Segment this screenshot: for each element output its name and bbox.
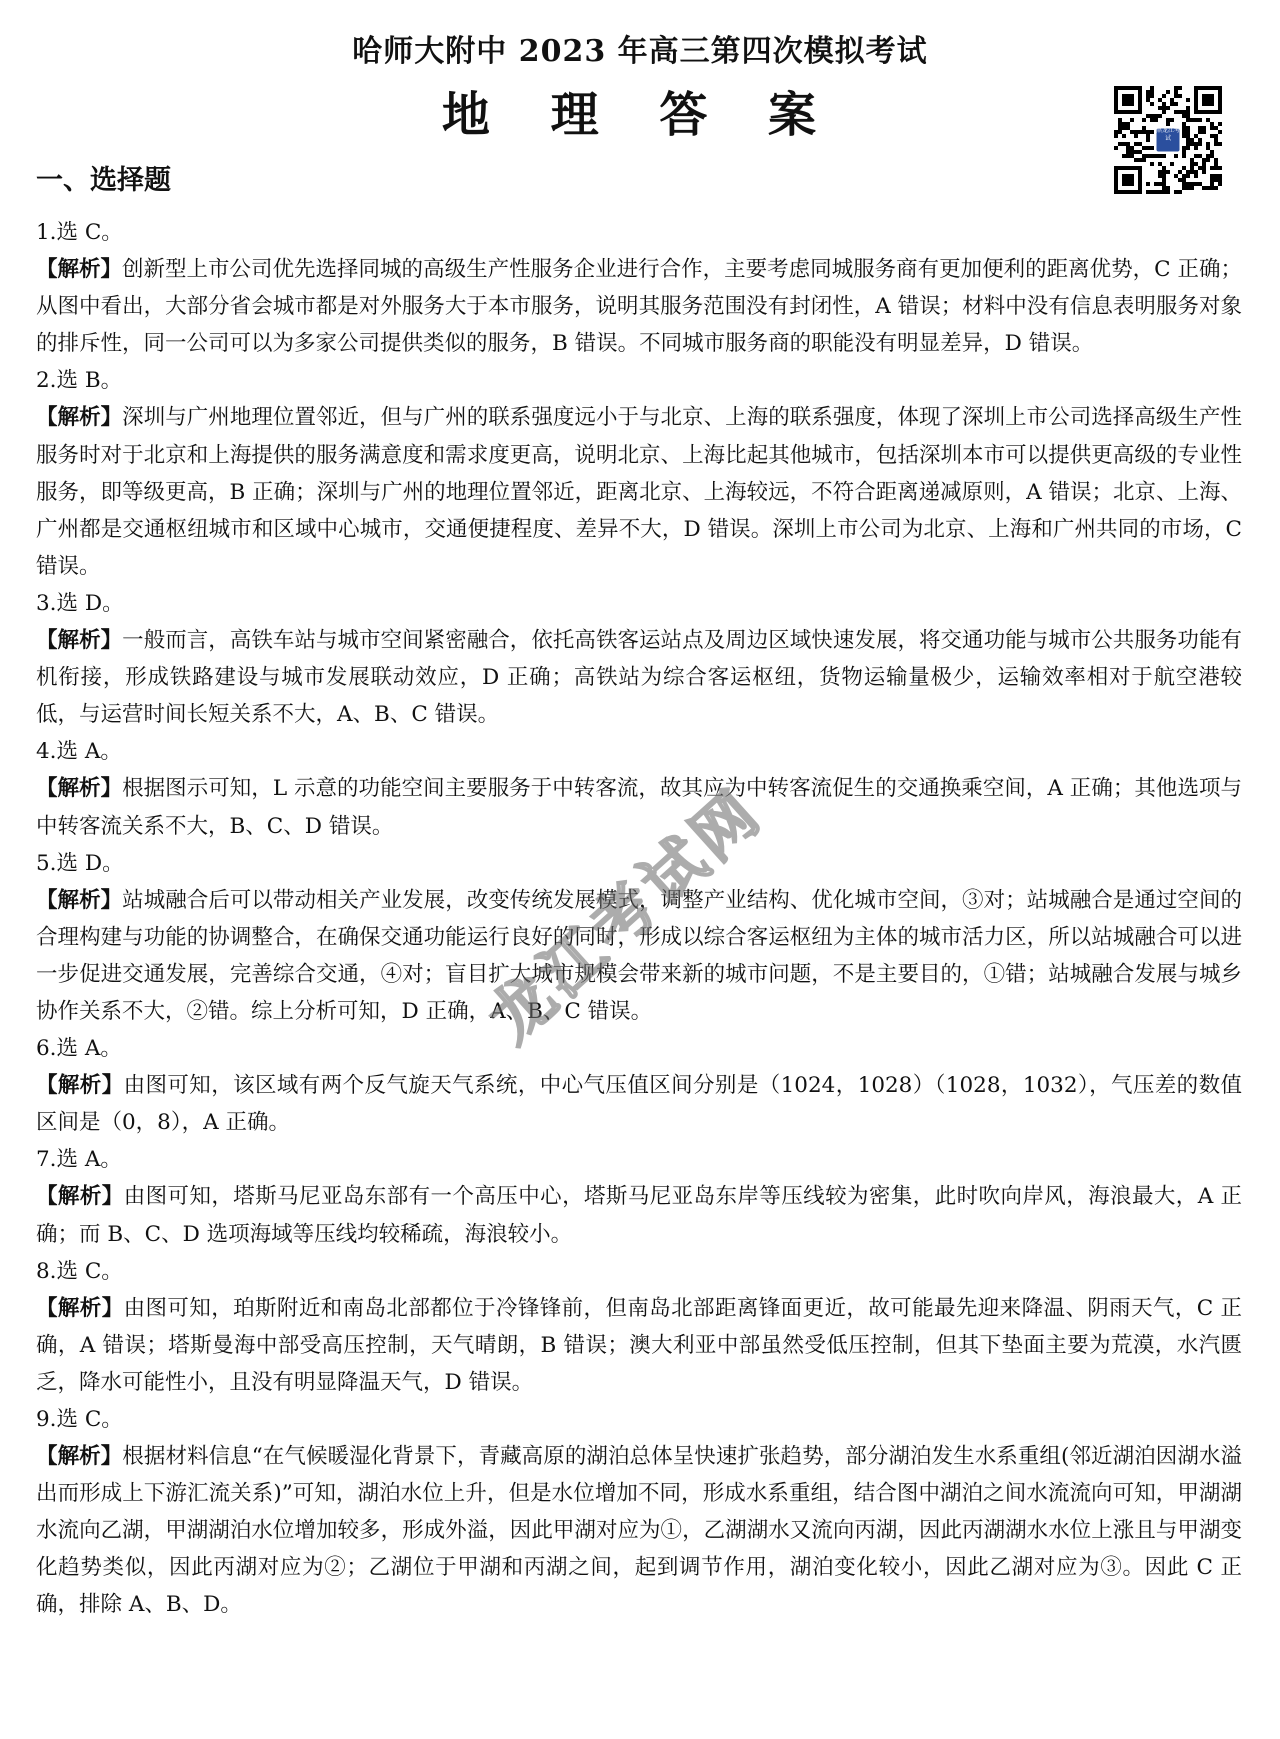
answer-choice: 5.选 D。 [36, 850, 124, 876]
watermark-text: 龙江考试网 [474, 774, 777, 1057]
explanation-text: 站城融合后可以带动相关产业发展，改变传统发展模式，调整产业结构、优化城市空间，③对；站城融合是通过空间的合理构建与功能的协调整合，在确保交通功能运行良好的同时，形成以综合客运枢纽为主体的城市活力区，所以站城融合可以进一步促进交通发展，完善综合交通，④对；盲目扩大城市规模会带来新的城市问题，不是主要目的，①错；站城融合发展与城乡协作关系不大，②错。综上分析可知，D 正确，A、B、C 错误。 [36, 887, 1242, 1024]
explanation-text: 根据材料信息“在气候暖湿化背景下，青藏高原的湖泊总体呈快速扩张趋势，部分湖泊发生水系重组(邻近湖泊因湖水溢出而形成上下游汇流关系)”可知，湖泊水位上升，但是水位增加不同，形成水系重组，结合图中湖泊之间水流流向可知，甲湖湖水流向乙湖，甲湖湖泊水位增加较多，形成外溢，因此甲湖对应为①，乙湖湖水又流向丙湖，因此丙湖湖水水位上涨且与甲湖变化趋势类似，因此丙湖对应为②；乙湖位于甲湖和丙湖之间，起到调节作用，湖泊变化较小，因此乙湖对应为③。因此 C 正确，排除 A、B、D。 [36, 1444, 1242, 1618]
explanation-tag: 【解析】 [36, 1073, 124, 1099]
answer-list [36, 214, 1242, 1624]
explanation-tag: 【解析】 [36, 887, 123, 913]
explanation-text: 由图可知，该区域有两个反气旋天气系统，中心气压值区间分别是（1024，1028）（1028，1032），气压差的数值区间是（0，8），A 正确。 [36, 1073, 1242, 1136]
qr-badge-label: 黑龙江考试 [1155, 127, 1180, 142]
answer-explanation [36, 1438, 1242, 1623]
answer-choice: 2.选 B。 [36, 368, 123, 394]
explanation-text: 创新型上市公司优先选择同城的高级生产性服务企业进行合作，主要考虑同城服务商有更加便利的距离优势，C 正确；从图中看出，大部分省会城市都是对外服务大于本市服务，说明其服务范围没有封闭性，A 错误；材料中没有信息表明服务对象的排斥性，同一公司可以为多家公司提供类似的服务，B 错误。不同城市服务商的职能没有明显差异，D 错误。 [36, 257, 1242, 357]
answer-explanation [36, 770, 1242, 844]
answer-choice: 8.选 C。 [36, 1258, 123, 1284]
answer-explanation [36, 1067, 1242, 1141]
answer-explanation [36, 251, 1242, 362]
explanation-tag: 【解析】 [36, 628, 123, 654]
answer-explanation [36, 1290, 1242, 1401]
answer-explanation [36, 882, 1242, 1030]
explanation-text: 一般而言，高铁车站与城市空间紧密融合，依托高铁客运站点及周边区域快速发展，将交通功能与城市公共服务功能有机衔接，形成铁路建设与城市发展联动效应，D 正确；高铁站为综合客运枢纽，货物运输量极少，运输效率相对于航空港较低，与运营时间长短关系不大，A、B、C 错误。 [36, 628, 1242, 728]
explanation-text: 深圳与广州地理位置邻近，但与广州的联系强度远小于与北京、上海的联系强度，体现了深圳上市公司选择高级生产性服务时对于北京和上海提供的服务满意度和需求度更高，说明北京、上海比起其他城市，包括深圳本市可以提供更高级的专业性服务，即等级更高，B 正确；深圳与广州的地理位置邻近，距离北京、上海较远，不符合距离递减原则，A 错误；北京、上海、广州都是交通枢纽城市和区域中心城市，交通便捷程度、差异不大，D 错误。深圳上市公司为北京、上海和广州共同的市场，C 错误。 [36, 405, 1243, 579]
explanation-tag: 【解析】 [36, 257, 123, 283]
explanation-text: 由图可知，珀斯附近和南岛北部都位于冷锋锋前，但南岛北部距离锋面更近，故可能最先迎来降温、阴雨天气，C 正确，A 错误；塔斯曼海中部受高压控制，天气晴朗，B 错误；澳大利亚中部虽然受低压控制，但其下垫面主要为荒漠，水汽匮乏，降水可能性小，且没有明显降温天气，D 错误。 [36, 1295, 1242, 1395]
section-heading: 一、选择题 [36, 165, 171, 196]
answer-explanation [36, 399, 1242, 584]
explanation-text: 由图可知，塔斯马尼亚岛东部有一个高压中心，塔斯马尼亚岛东岸等压线较为密集，此时吹向岸风，海浪最大，A 正确；而 B、C、D 选项海域等压线均较稀疏，海浪较小。 [36, 1184, 1242, 1247]
subject-title: 地 理 答 案 [441, 87, 839, 143]
explanation-tag: 【解析】 [36, 405, 123, 431]
answer-choice: 4.选 A。 [36, 739, 122, 765]
explanation-text: 根据图示可知，L 示意的功能空间主要服务于中转客流，故其应为中转客流促生的交通换乘空间，A 正确；其他选项与中转客流关系不大，B、C、D 错误。 [36, 776, 1242, 839]
answer-explanation [36, 1178, 1242, 1252]
answer-choice: 3.选 D。 [36, 590, 124, 616]
answer-choice: 6.选 A。 [36, 1036, 122, 1062]
exam-title: 哈师大附中 2023 年高三第四次模拟考试 [352, 34, 928, 69]
explanation-tag: 【解析】 [36, 1295, 124, 1321]
explanation-tag: 【解析】 [36, 776, 123, 802]
answer-explanation [36, 622, 1242, 733]
answer-choice: 1.选 C。 [36, 220, 123, 245]
answer-choice: 7.选 A。 [36, 1147, 122, 1173]
answer-choice: 9.选 C。 [36, 1407, 123, 1432]
explanation-tag: 【解析】 [36, 1184, 124, 1210]
explanation-tag: 【解析】 [36, 1444, 123, 1470]
